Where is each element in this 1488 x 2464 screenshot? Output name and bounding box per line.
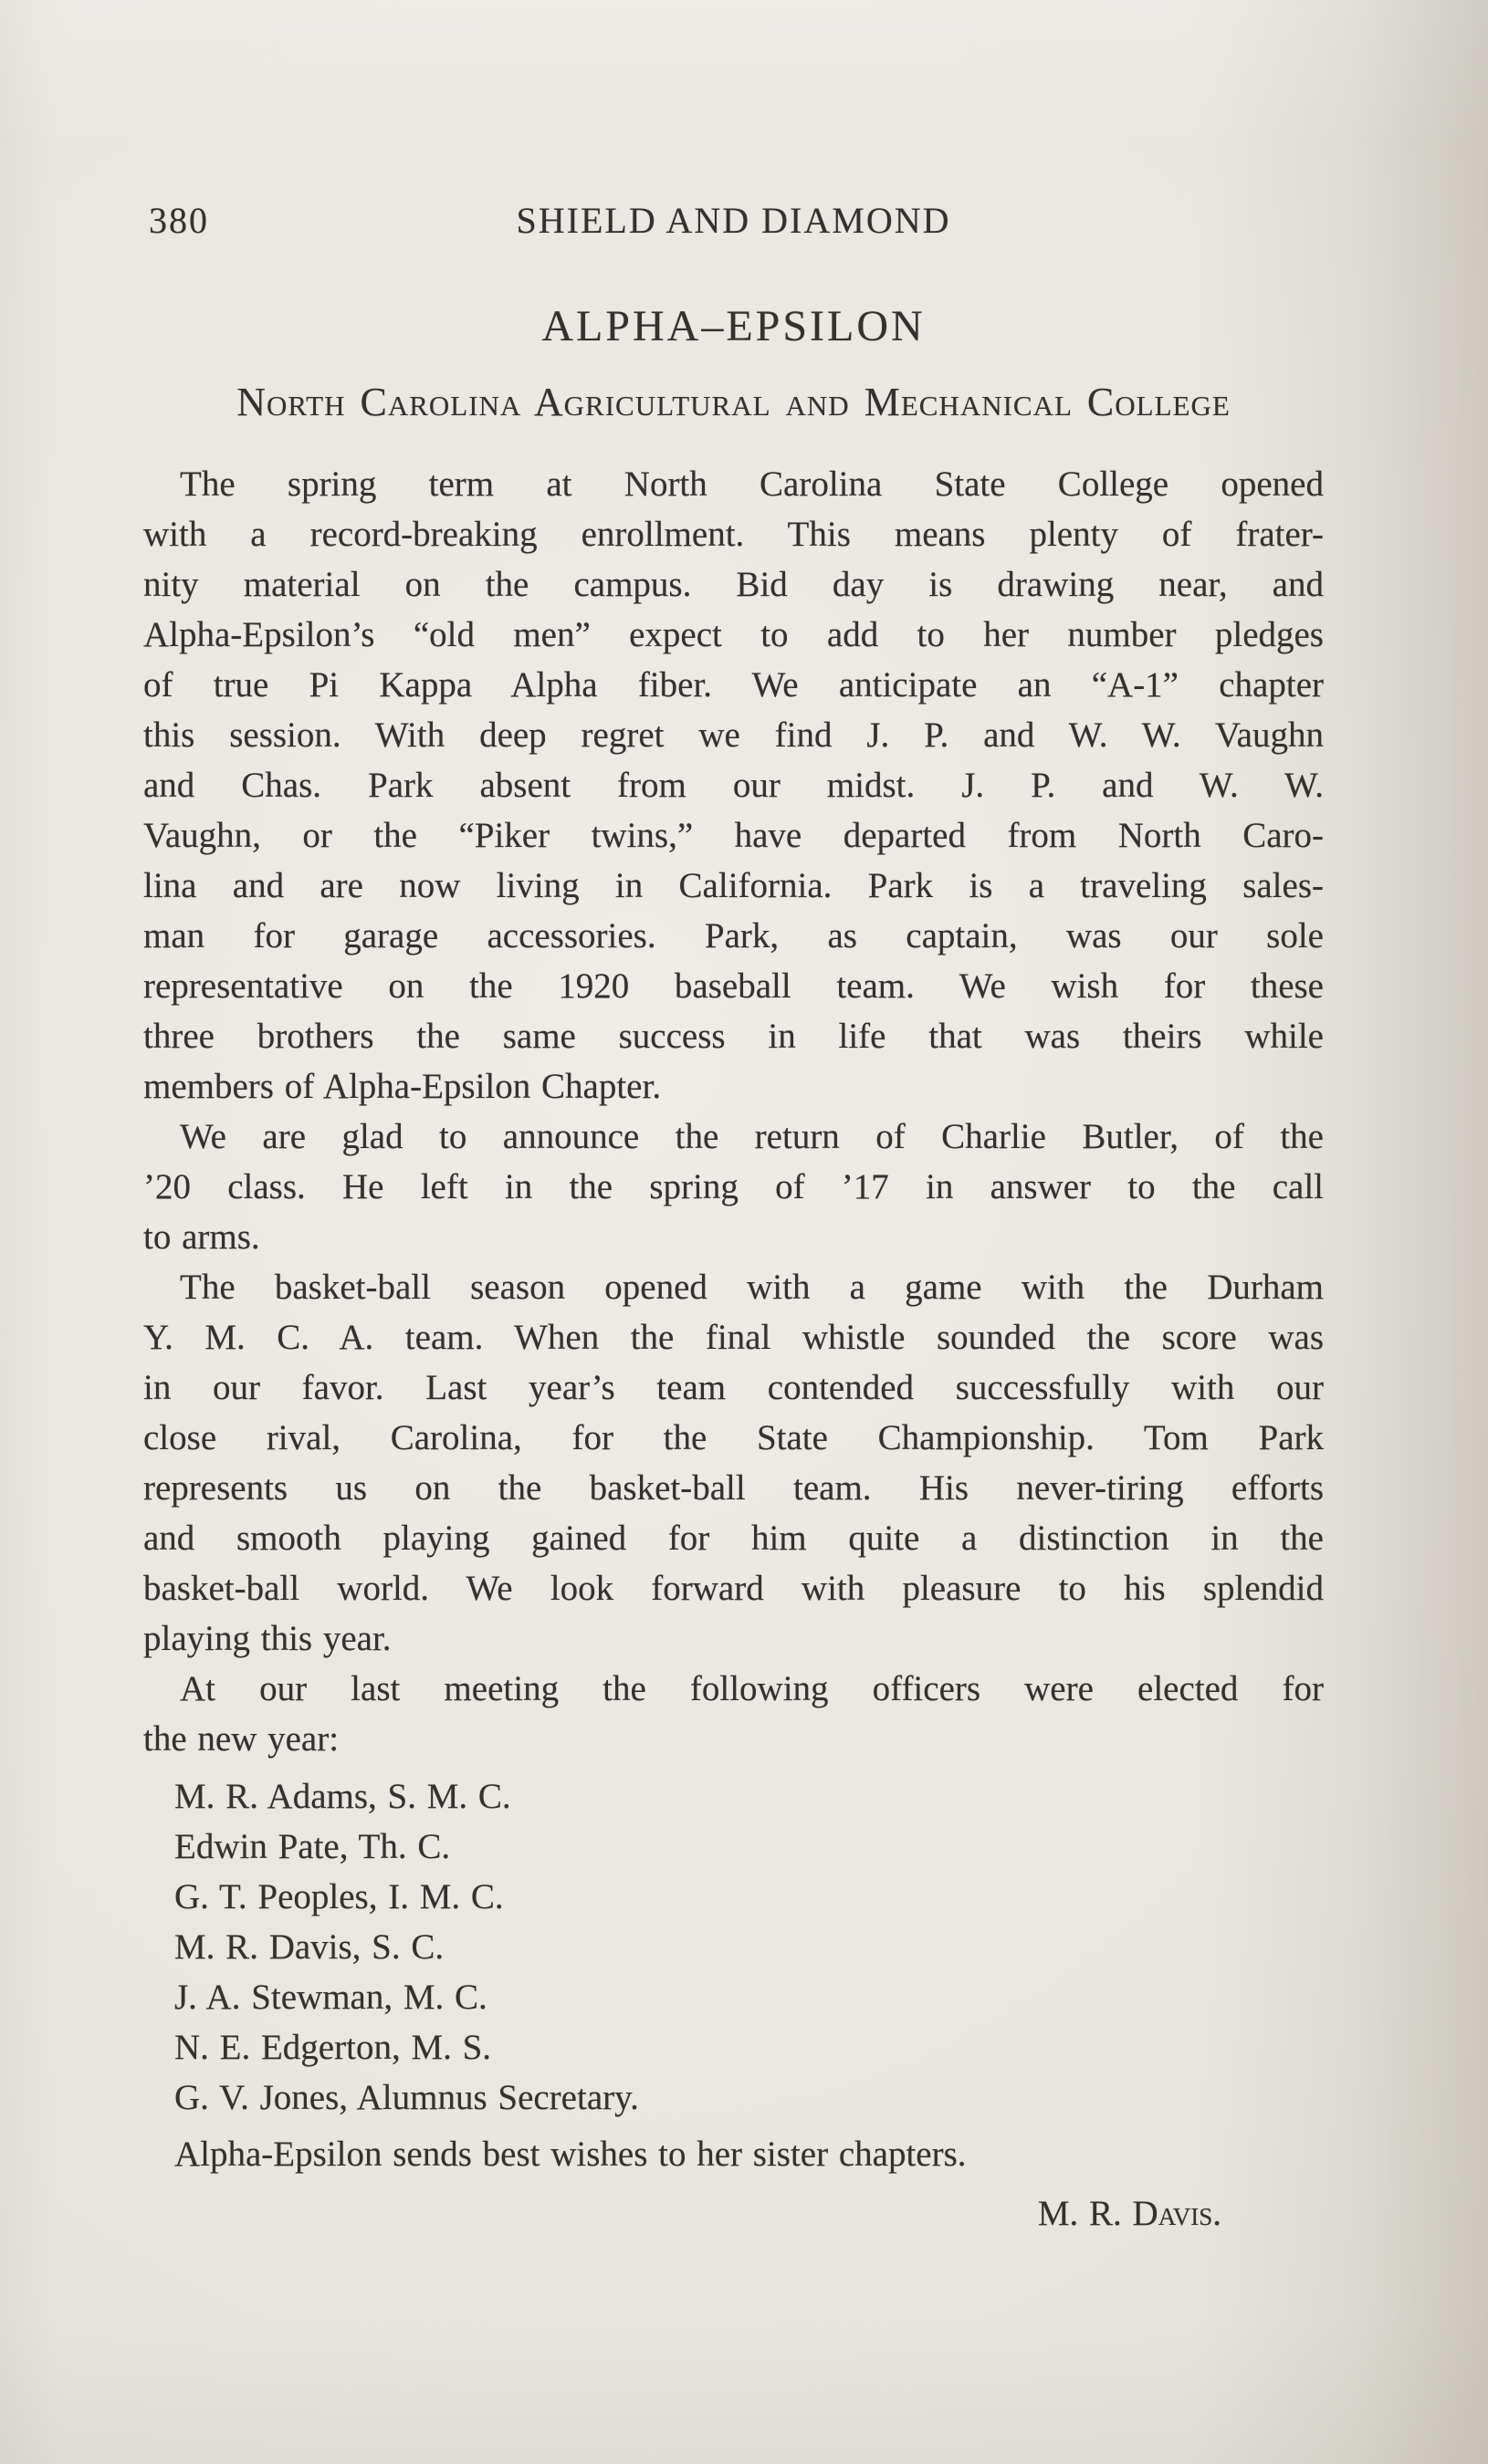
text-line: ’20 class. He left in the spring of ’17 in answer to the call — [143, 1166, 1324, 1206]
text-line: represents us on the basket-ball team. His never-tiring efforts — [143, 1467, 1324, 1508]
officer-line: M. R. Davis, S. C. — [174, 1926, 445, 1967]
officer-line: J. A. Stewman, M. C. — [174, 1977, 487, 2017]
paragraph-1 — [143, 459, 1324, 1112]
article-subtitle: North Carolina Agricultural and Mechanical College — [236, 380, 1231, 425]
officers-list — [143, 1771, 1324, 2123]
paragraph-3 — [143, 1262, 1324, 1664]
text-line: Alpha-Epsilon’s “old men” expect to add to her number pledges — [143, 614, 1324, 654]
text-line: At our last meeting the following officers were elected for — [180, 1668, 1324, 1708]
text-line: The basket-ball season opened with a game with the Durham — [180, 1267, 1324, 1307]
text-line: members of Alpha-Epsilon Chapter. — [143, 1066, 662, 1106]
text-line: this session. With deep regret we find J. P. and W. W. Vaughn — [143, 715, 1324, 755]
officer-line: M. R. Adams, S. M. C. — [174, 1776, 511, 1816]
text-line: three brothers the same success in life that was theirs while — [143, 1016, 1324, 1056]
text-line: man for garage accessories. Park, as captain, was our sole — [143, 915, 1324, 955]
text-line: in our favor. Last year’s team contended successfully with our — [143, 1367, 1324, 1407]
officer-line: G. V. Jones, Alumnus Secretary. — [174, 2077, 639, 2117]
page-number: 380 — [149, 200, 209, 241]
text-line: Vaughn, or the “Piker twins,” have departed from North Caro- — [143, 815, 1324, 855]
text-line: and Chas. Park absent from our midst. J. P. and W. W. — [143, 765, 1324, 805]
text-line: representative on the 1920 baseball team. We wish for these — [143, 966, 1324, 1006]
text-block — [143, 0, 1324, 2239]
running-head-title: SHIELD AND DIAMOND — [516, 200, 951, 241]
paragraph-4 — [143, 1664, 1324, 1764]
text-line: basket-ball world. We look forward with pleasure to his splendid — [143, 1568, 1324, 1608]
signature: M. R. Davis. — [1037, 2193, 1221, 2233]
text-line: the new year: — [143, 1718, 340, 1759]
officer-line: N. E. Edgerton, M. S. — [174, 2027, 492, 2067]
officer-line: G. T. Peoples, I. M. C. — [174, 1876, 504, 1916]
text-line: Y. M. C. A. team. When the final whistle sounded the score was — [143, 1317, 1324, 1357]
text-line: The spring term at North Carolina State College opened — [180, 464, 1324, 504]
text-line: to arms. — [143, 1216, 260, 1257]
text-line: lina and are now living in California. Park is a traveling sales- — [143, 865, 1324, 905]
text-line: with a record-breaking enrollment. This means plenty of frater- — [143, 514, 1324, 554]
article-body — [143, 459, 1324, 2239]
article-title: ALPHA–EPSILON — [541, 302, 926, 350]
text-line: We are glad to announce the return of Charlie Butler, of the — [180, 1116, 1324, 1156]
officer-line: Edwin Pate, Th. C. — [174, 1826, 451, 1866]
text-line: close rival, Carolina, for the State Championship. Tom Park — [143, 1417, 1324, 1457]
text-line: and smooth playing gained for him quite a distinction in the — [143, 1518, 1324, 1558]
running-head — [143, 201, 1324, 241]
text-line: nity material on the campus. Bid day is drawing near, and — [143, 564, 1324, 604]
paragraph-2 — [143, 1112, 1324, 1262]
closing-line: Alpha-Epsilon sends best wishes to her sister chapters. — [174, 2134, 967, 2174]
text-line: playing this year. — [143, 1618, 392, 1658]
text-line: of true Pi Kappa Alpha fiber. We anticipate an “A-1” chapter — [143, 664, 1324, 705]
